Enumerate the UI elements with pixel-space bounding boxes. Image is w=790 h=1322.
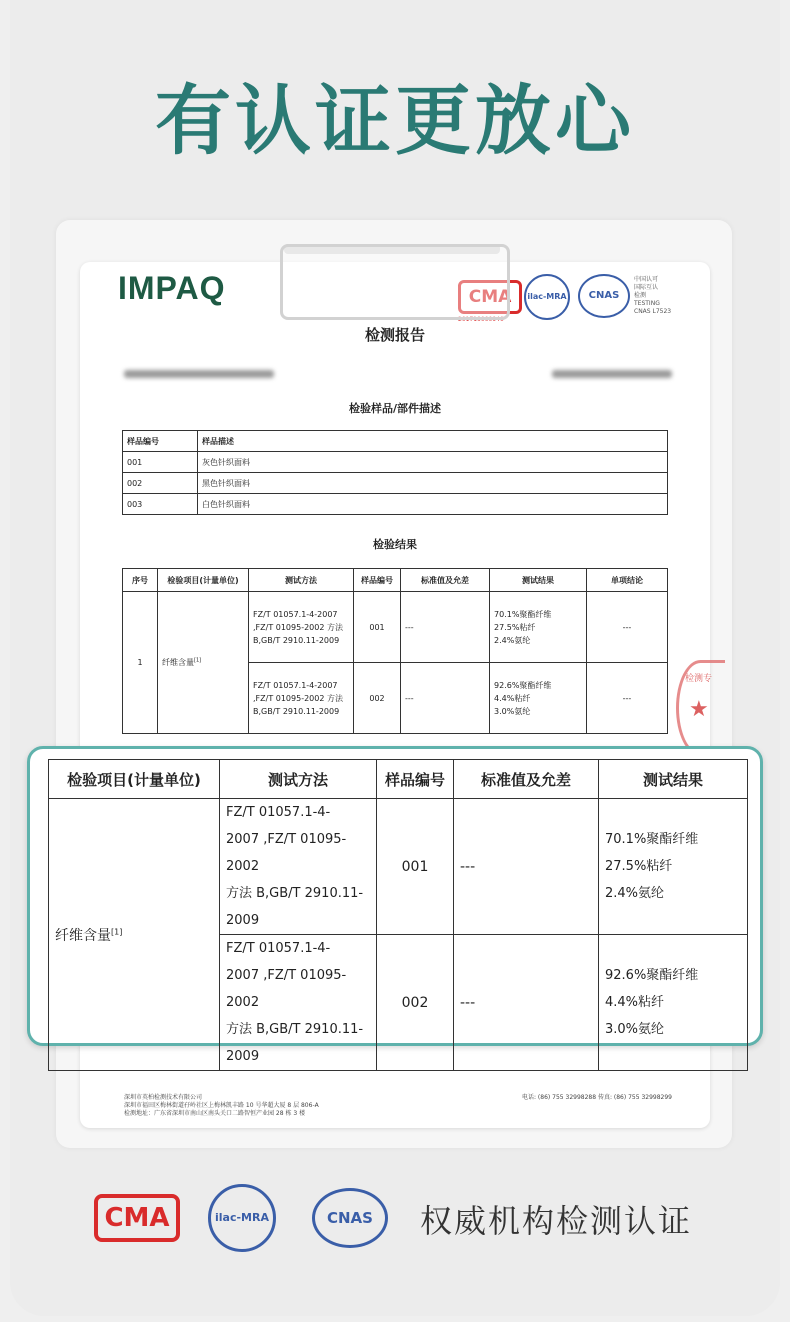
cma-icon: CMA — [94, 1194, 180, 1242]
table-row: FZ/T 01057.1-4- 2007 ,FZ/T 01095-2002 方法 B,GB/T 2910.11- 2009 002 --- 92.6%聚酯纤维 4.4%粘纤 3.0%氨纶 — [49, 935, 748, 1071]
table-row: 纤维含量[1] FZ/T 01057.1-4- 2007 ,FZ/T 01095-2002 方法 B,GB/T 2910.11- 2009 001 --- 70.1%聚酯纤维 27.5%粘纤 2.4%氨纶 — [49, 799, 748, 935]
zoom-header: 检验项目(计量单位) — [49, 760, 220, 799]
zoom-header: 标准值及允差 — [454, 760, 599, 799]
ilac-mra-icon: ilac-MRA — [208, 1184, 276, 1252]
cnas-icon: CNAS — [578, 274, 630, 318]
sample-table-header: 样品编号 — [123, 431, 198, 452]
zoom-header: 样品编号 — [377, 760, 454, 799]
report-footer: 深圳市英柏检测技术有限公司 深圳市福田区梅林街道孖岭社区上梅林凯丰路 10 号华超大厦 8 层 806-A 检测地址：广东省深圳市南山区南头关口二路智恒产业园 28 栋 3 楼 电话: (86) 755 32998288 传真: (86) 755 32998299 — [124, 1094, 672, 1117]
certification-footer — [0, 1182, 790, 1252]
report-date-blurred — [552, 370, 672, 378]
zoomed-result-table — [48, 759, 748, 1071]
result-table-header: 序号 — [123, 569, 158, 592]
headline: 有认证更放心 — [155, 76, 635, 165]
table-row: FZ/T 01057.1-4-2007 ,FZ/T 01095-2002 方法 B,GB/T 2910.11-2009 002 --- 92.6%聚酯纤维 4.4%粘纤 3.0%氨纶 --- — [123, 663, 668, 734]
star-icon: ★ — [689, 697, 709, 722]
clipboard-clip — [280, 244, 510, 320]
result-table-header: 单项结论 — [587, 569, 668, 592]
cnas-caption: 中国认可 国际互认 检测 TESTING CNAS L7523 — [634, 276, 672, 315]
result-table-header: 样品编号 — [354, 569, 401, 592]
result-table-header: 测试结果 — [490, 569, 587, 592]
cnas-icon: CNAS — [312, 1188, 388, 1248]
result-section-title: 检验结果 — [373, 538, 417, 551]
table-row: 1 纤维含量[1] FZ/T 01057.1-4-2007 ,FZ/T 01095-2002 方法 B,GB/T 2910.11-2009 001 --- 70.1%聚酯纤维 27.5%粘纤 2.4%氨纶 --- — [123, 592, 668, 663]
zoomed-results-panel — [27, 746, 763, 1064]
red-seal-stamp: 检测专 ★ — [676, 660, 725, 756]
impaq-logo: IMPAQ — [118, 270, 226, 306]
sample-table-header: 样品描述 — [198, 431, 668, 452]
certification-text: 权威机构检测认证 — [420, 1202, 693, 1240]
result-table-header: 标准值及允差 — [401, 569, 490, 592]
table-row: 003 白色针织面料 — [123, 494, 668, 515]
result-table-header: 测试方法 — [249, 569, 354, 592]
table-row: 002 黑色针织面料 — [123, 473, 668, 494]
result-table-header: 检验项目(计量单位) — [158, 569, 249, 592]
zoom-header: 测试结果 — [599, 760, 748, 799]
sample-table — [122, 430, 668, 515]
report-meta-row — [124, 368, 672, 380]
result-table — [122, 568, 668, 734]
ilac-mra-icon: ilac-MRA — [524, 274, 570, 320]
report-number-blurred — [124, 370, 274, 378]
cma-number: 201719000940 — [458, 316, 504, 323]
table-row: 001 灰色针织面料 — [123, 452, 668, 473]
zoom-header: 测试方法 — [220, 760, 377, 799]
sample-section-title: 检验样品/部件描述 — [348, 402, 442, 415]
cma-icon: CMA — [458, 280, 522, 314]
report-title: 检测报告 — [364, 326, 425, 344]
